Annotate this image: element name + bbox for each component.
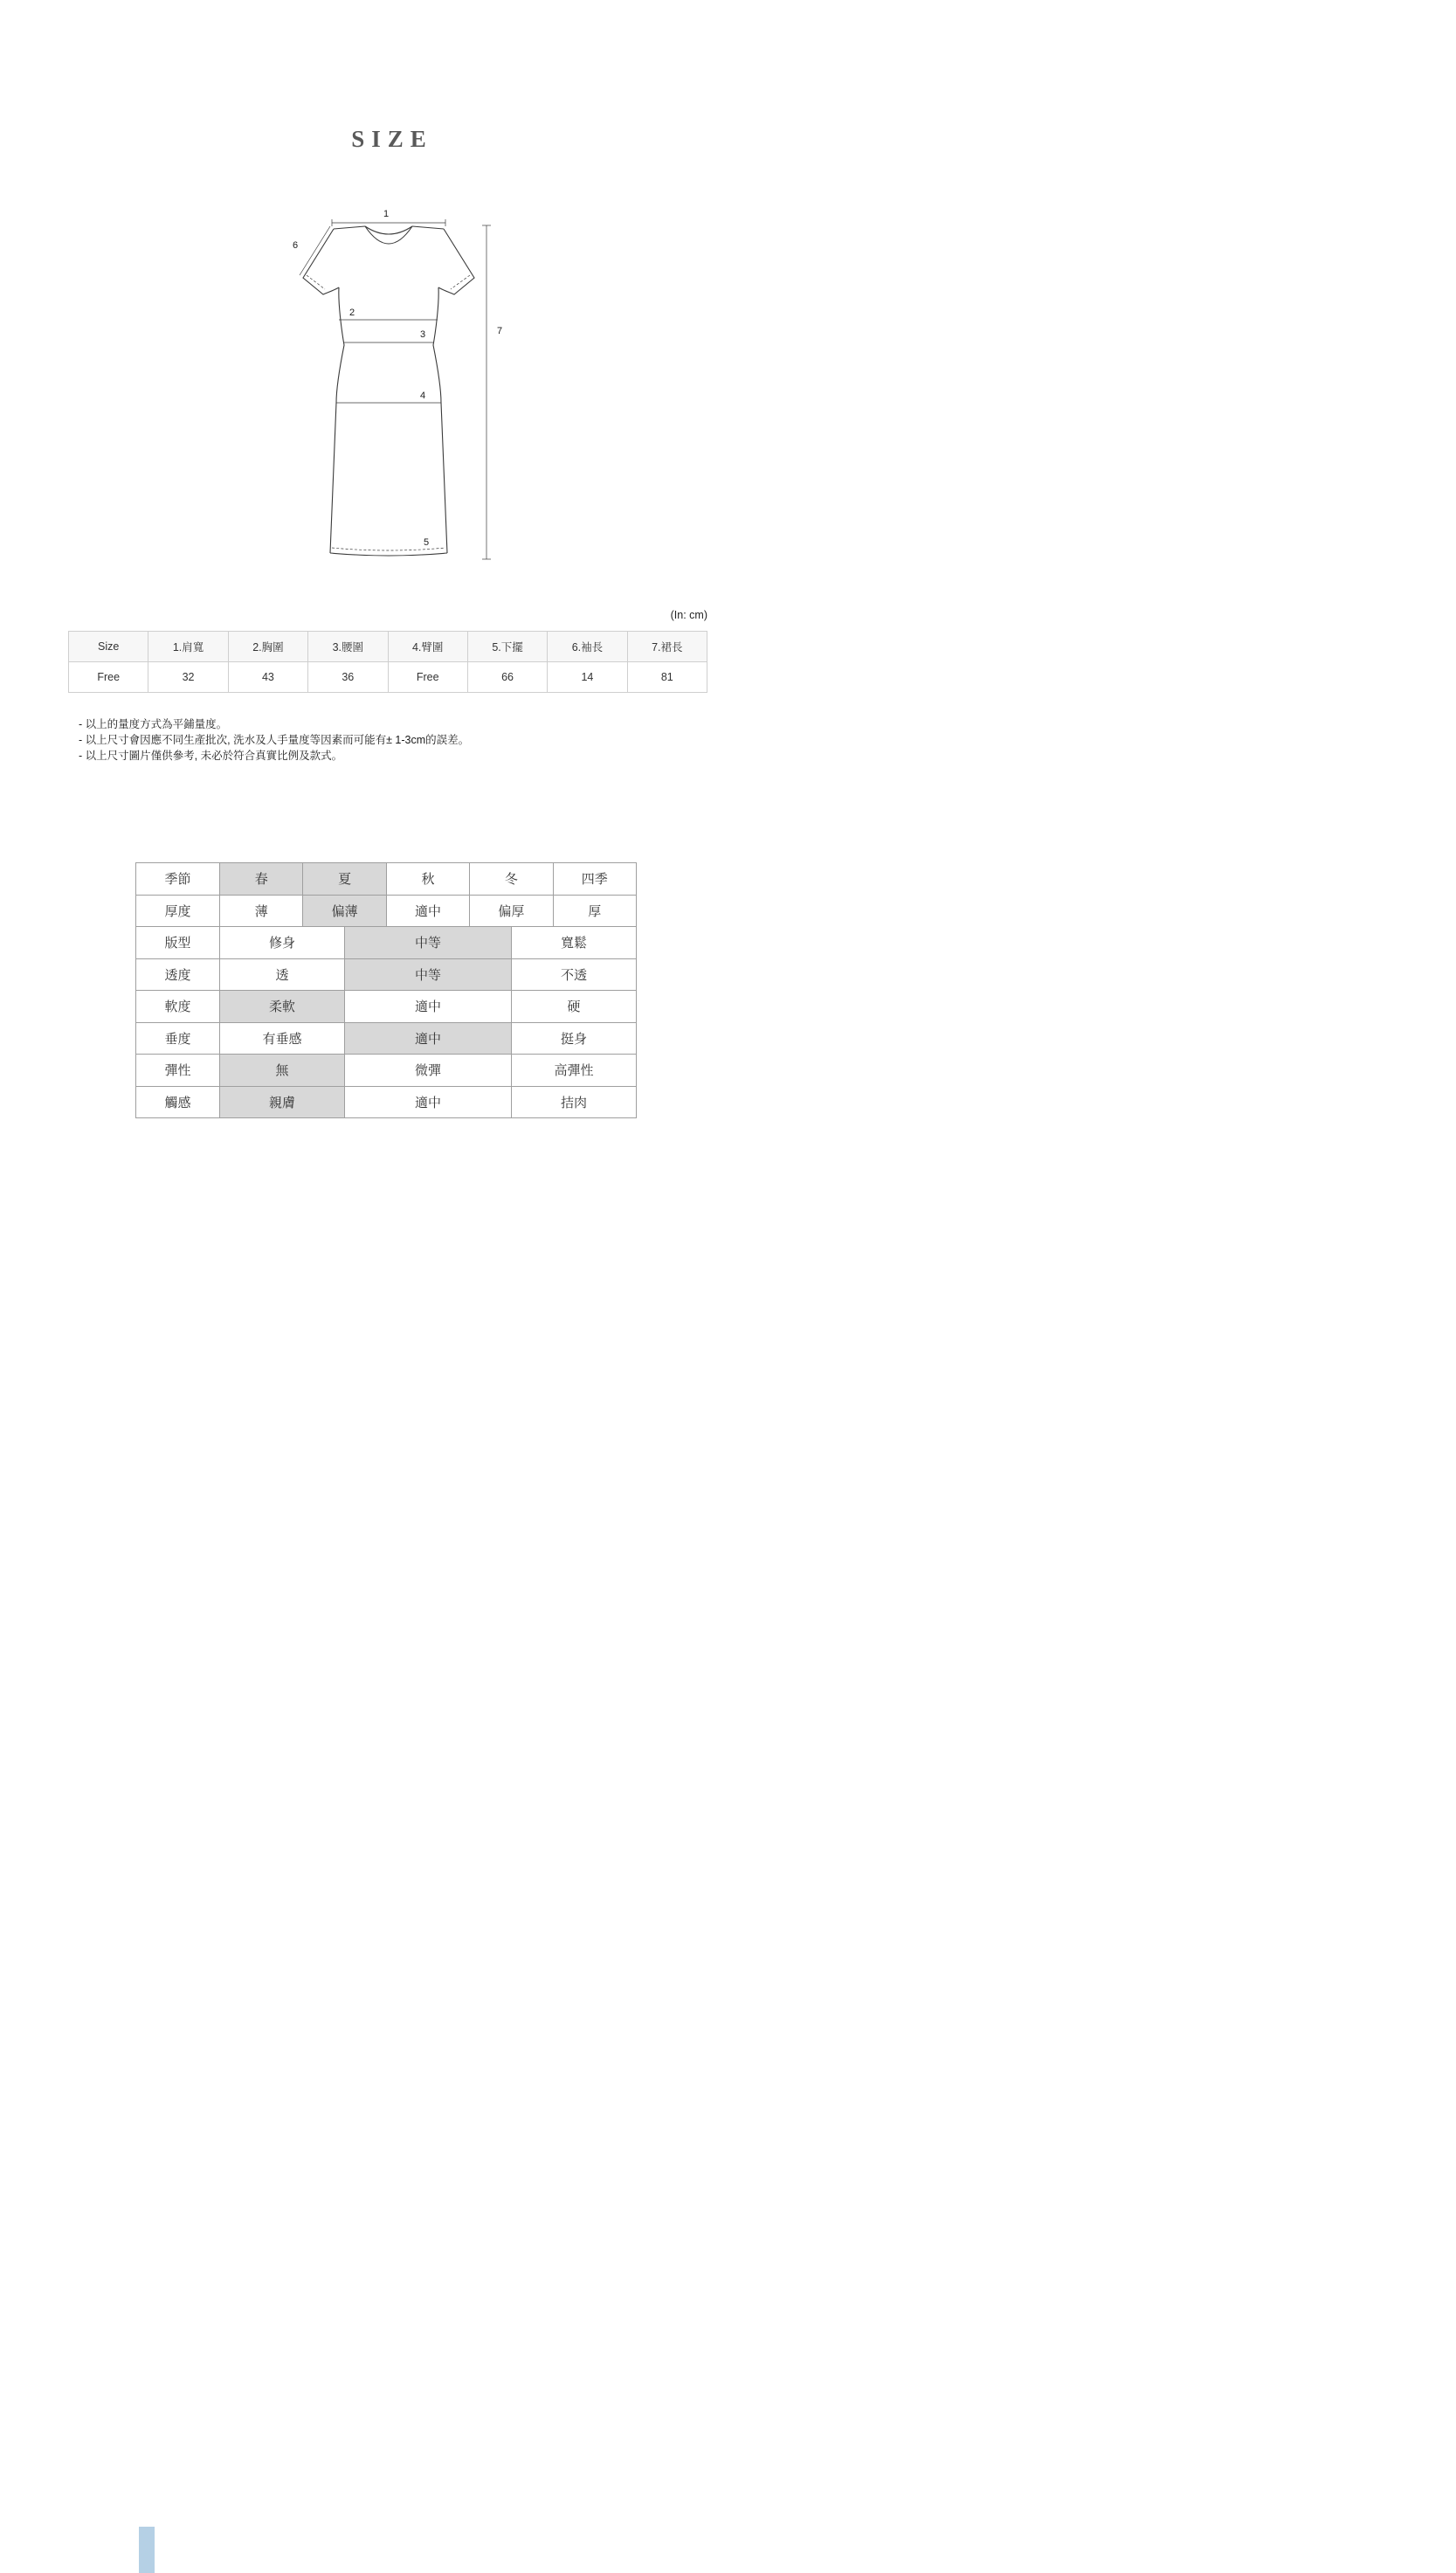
- size-table-value-row: [69, 662, 707, 693]
- attr-value-cell: 柔軟: [220, 991, 345, 1023]
- attr-value-cell: 無: [220, 1055, 345, 1087]
- attr-row-label: 季節: [136, 863, 220, 896]
- attr-value-cell: 適中: [387, 896, 470, 928]
- attr-row: [136, 1087, 637, 1119]
- size-table-header-cell: 4.臂圍: [389, 632, 468, 662]
- attr-value-cell: 適中: [345, 991, 512, 1023]
- size-table-header-cell: 6.袖長: [548, 632, 627, 662]
- attr-value-cell: 春: [220, 863, 303, 896]
- size-table-value-cell: 36: [308, 662, 388, 693]
- attr-value-cell: 偏厚: [470, 896, 553, 928]
- attr-row-label: 觸感: [136, 1087, 220, 1119]
- attr-row-label: 透度: [136, 959, 220, 992]
- attr-row: [136, 959, 637, 992]
- attr-value-cell: 適中: [345, 1023, 512, 1055]
- attr-row: [136, 927, 637, 959]
- attr-value-cell: 硬: [512, 991, 637, 1023]
- measure-label-hem: 5: [423, 537, 430, 548]
- attr-value-cell: 高彈性: [512, 1055, 637, 1087]
- attr-row-label: 軟度: [136, 991, 220, 1023]
- unit-note: (In: cm): [670, 609, 707, 621]
- size-table-value-cell: 32: [148, 662, 228, 693]
- attr-value-cell: 寬鬆: [512, 927, 637, 959]
- size-table-value-cell: 66: [468, 662, 548, 693]
- attr-row: [136, 896, 637, 928]
- attr-value-cell: 薄: [220, 896, 303, 928]
- measurement-notes: [79, 716, 469, 764]
- size-table-value-cell: 81: [628, 662, 707, 693]
- attr-value-cell: 夏: [303, 863, 386, 896]
- attr-value-cell: 厚: [554, 896, 637, 928]
- attr-value-cell: 挺身: [512, 1023, 637, 1055]
- attr-value-cell: 中等: [345, 959, 512, 992]
- dress-diagram: [288, 205, 515, 568]
- size-table-header-cell: 7.裙長: [628, 632, 707, 662]
- page-title: SIZE: [351, 126, 433, 152]
- attr-value-cell: 親膚: [220, 1087, 345, 1119]
- attributes-table: [135, 862, 637, 1118]
- measure-label-chest: 2: [348, 308, 355, 318]
- size-table-header-cell: 3.腰圍: [308, 632, 388, 662]
- size-table-header-row: [69, 632, 707, 662]
- measure-label-waist: 3: [419, 329, 426, 340]
- attr-row-label: 版型: [136, 927, 220, 959]
- attr-value-cell: 不透: [512, 959, 637, 992]
- attr-row: [136, 991, 637, 1023]
- size-table-value-cell: Free: [389, 662, 468, 693]
- attr-row: [136, 1055, 637, 1087]
- size-table-header-cell: 2.胸圍: [229, 632, 308, 662]
- attr-row: [136, 863, 637, 896]
- size-table-value-cell: 14: [548, 662, 627, 693]
- size-table-header-cell: 1.肩寬: [148, 632, 228, 662]
- attr-row-label: 彈性: [136, 1055, 220, 1087]
- size-table: [68, 631, 707, 693]
- size-table-header-cell: 5.下擺: [468, 632, 548, 662]
- attr-value-cell: 有垂感: [220, 1023, 345, 1055]
- note-line: - 以上的量度方式為平鋪量度。: [79, 718, 228, 730]
- size-table-header-cell: Size: [69, 632, 148, 662]
- attr-value-cell: 微彈: [345, 1055, 512, 1087]
- attr-value-cell: 秋: [387, 863, 470, 896]
- attr-row-label: 垂度: [136, 1023, 220, 1055]
- measure-label-shoulder: 1: [383, 209, 390, 219]
- attr-value-cell: 冬: [470, 863, 553, 896]
- attr-value-cell: 中等: [345, 927, 512, 959]
- measure-label-sleeve: 6: [292, 240, 299, 251]
- measure-label-length: 7: [496, 326, 503, 336]
- note-line: - 以上尺寸會因應不同生產批次, 洗水及人手量度等因素而可能有± 1-3cm的誤差。: [79, 734, 470, 746]
- attr-value-cell: 適中: [345, 1087, 512, 1119]
- attr-value-cell: 偏薄: [303, 896, 386, 928]
- size-table-value-cell: 43: [229, 662, 308, 693]
- attr-value-cell: 四季: [554, 863, 637, 896]
- attr-row-label: 厚度: [136, 896, 220, 928]
- attr-value-cell: 拮肉: [512, 1087, 637, 1119]
- attr-row: [136, 1023, 637, 1055]
- measure-label-hip: 4: [419, 391, 426, 401]
- size-table-value-cell: Free: [69, 662, 148, 693]
- note-line: - 以上尺寸圖片僅供參考, 未必於符合真實比例及款式。: [79, 750, 343, 762]
- attr-value-cell: 透: [220, 959, 345, 992]
- attr-value-cell: 修身: [220, 927, 345, 959]
- partial-element: [139, 2527, 155, 2573]
